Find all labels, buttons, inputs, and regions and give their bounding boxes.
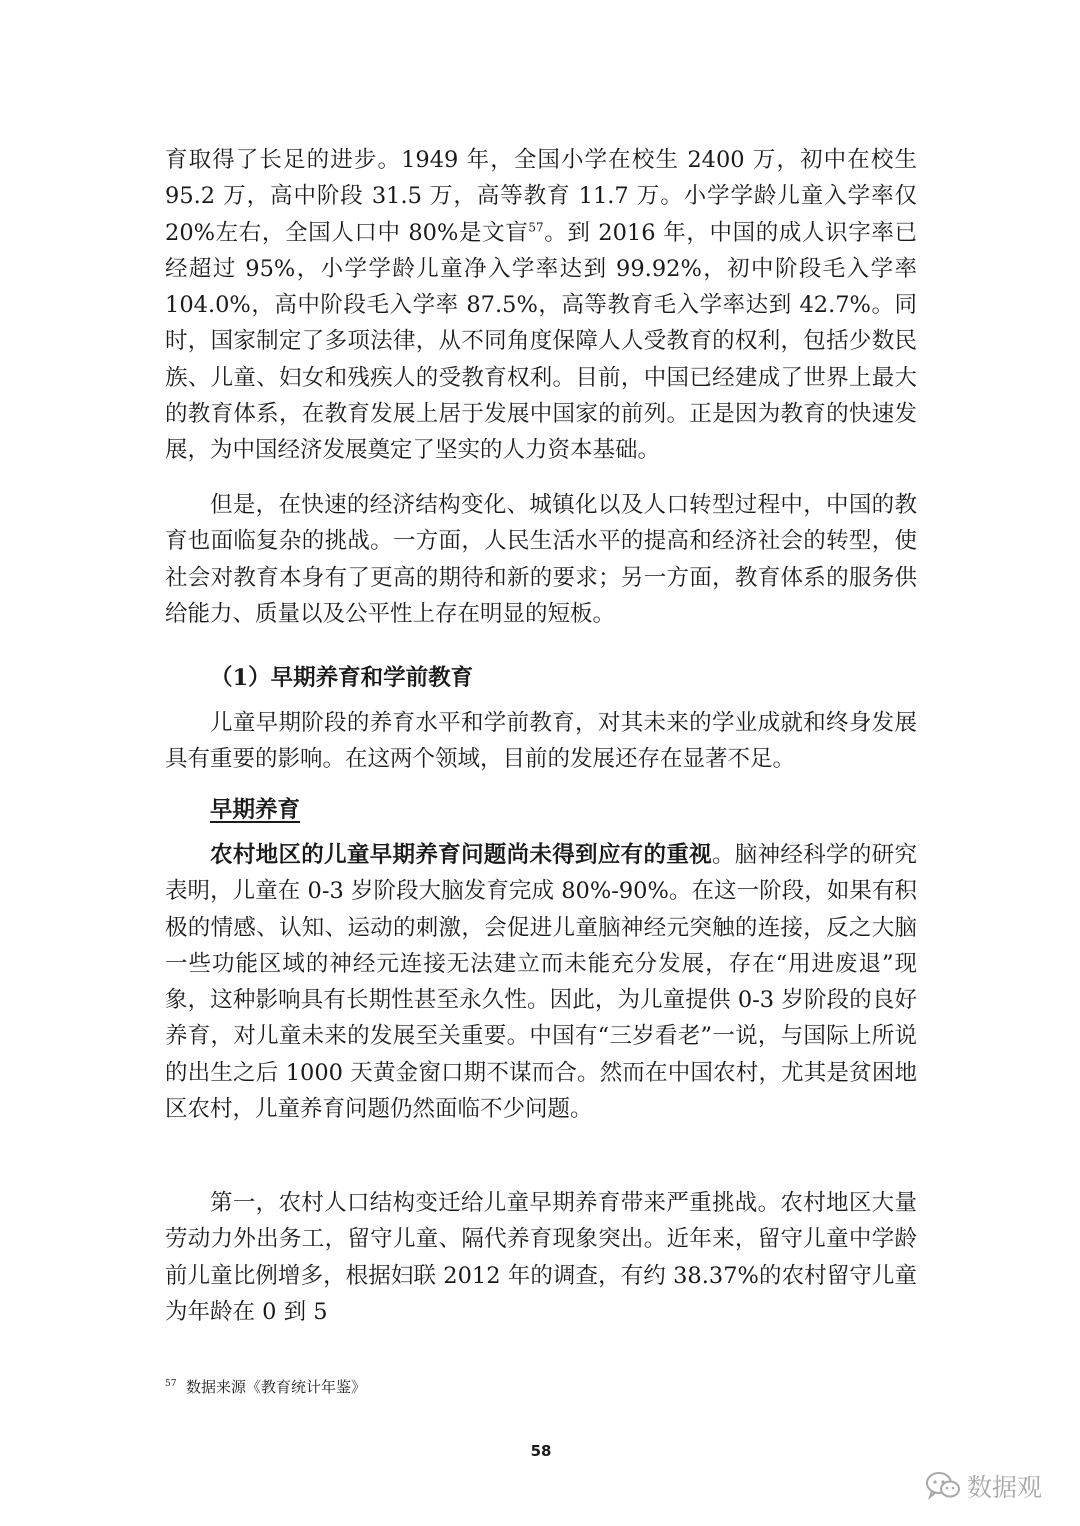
paragraph-education-progress [165, 142, 917, 469]
paragraph-early-education-intro: 儿童早期阶段的养育水平和学前教育，对其未来的学业成就和终身发展具有重要的影响。在这两个领域，目前的发展还存在显著不足。 [165, 710, 917, 773]
watermark [925, 1468, 1042, 1504]
paragraph-text: 。脑神经科学的研究表明，儿童在 0-3 岁阶段大脑发育完成 80%-90%。在这一阶段，如果有积极的情感、认知、运动的刺激，会促进儿童脑神经元突触的连接，反之大脑一些功能区域的神经元连接无法建立而未能充分发展，存在“用进废退”现象，这种影响具有长期性甚至永久性。因此，为儿童提供 0-3 岁阶段的良好养育，对儿童未来的发展至关重要。中国有“三岁看老”一说，与国际上所说的出生之后 1000 天黄金窗口期不谋而合。然而在中国农村，尤其是贫困地区农村，儿童养育问题仍然面临不少问题。 [165, 842, 917, 1123]
watermark-text: 数据观 [966, 1473, 1042, 1502]
paragraph-rural-structure: 第一，农村人口结构变迁给儿童早期养育带来严重挑战。农村地区大量劳动力外出务工，留守儿童、隔代养育现象突出。近年来，留守儿童中学龄前儿童比例增多，根据妇联 2012 年的调查，有约 38.37%的农村留守儿童为年龄在 0 到 5 [165, 1190, 917, 1325]
footnote [165, 1376, 366, 1398]
footnote-text: 数据来源《教育统计年鉴》 [186, 1378, 367, 1396]
footnote-reference[interactable]: 57 [528, 220, 544, 235]
footnote-number: 57 [165, 1379, 177, 1389]
paragraph-text: 。到 2016 年，中国的成人识字率已经超过 95%，小学学龄儿童净入学率达到 99.92%，初中阶段毛入学率 104.0%，高中阶段毛入学率 87.5%，高等教育毛入学率达到 42.7%。同时，国家制定了多项法律，从不同角度保障人人受教育的权利，包括少数民族、儿童、妇女和残疾人的受教育权利。目前，中国已经建成了世界上最大的教育体系，在教育发展上居于发展中国家的前列。正是因为教育的快速发展，为中国经济发展奠定了坚实的人力资本基础。 [165, 219, 917, 464]
paragraph-early-nurturing [165, 837, 917, 1127]
page-number: 58 [530, 1442, 552, 1460]
section-heading: （1）早期养育和学前教育 [210, 665, 474, 691]
subsection-heading: 早期养育 [210, 797, 301, 823]
wechat-icon [925, 1471, 961, 1501]
paragraph-text: 育取得了长足的进步。1949 年，全国小学在校生 2400 万，初中在校生 95.2 万，高中阶段 31.5 万，高等教育 11.7 万。小学学龄儿童入学率仅 20%左右，全国人口中 80%是文盲 [165, 147, 917, 246]
paragraph-challenges: 但是，在快速的经济结构变化、城镇化以及人口转型过程中，中国的教育也面临复杂的挑战。一方面，人民生活水平的提高和经济社会的转型，使社会对教育本身有了更高的期待和新的要求；另一方面，教育体系的服务供给能力、质量以及公平性上存在明显的短板。 [165, 492, 917, 627]
bold-lead-sentence: 农村地区的儿童早期养育问题尚未得到应有的重视 [210, 842, 712, 868]
